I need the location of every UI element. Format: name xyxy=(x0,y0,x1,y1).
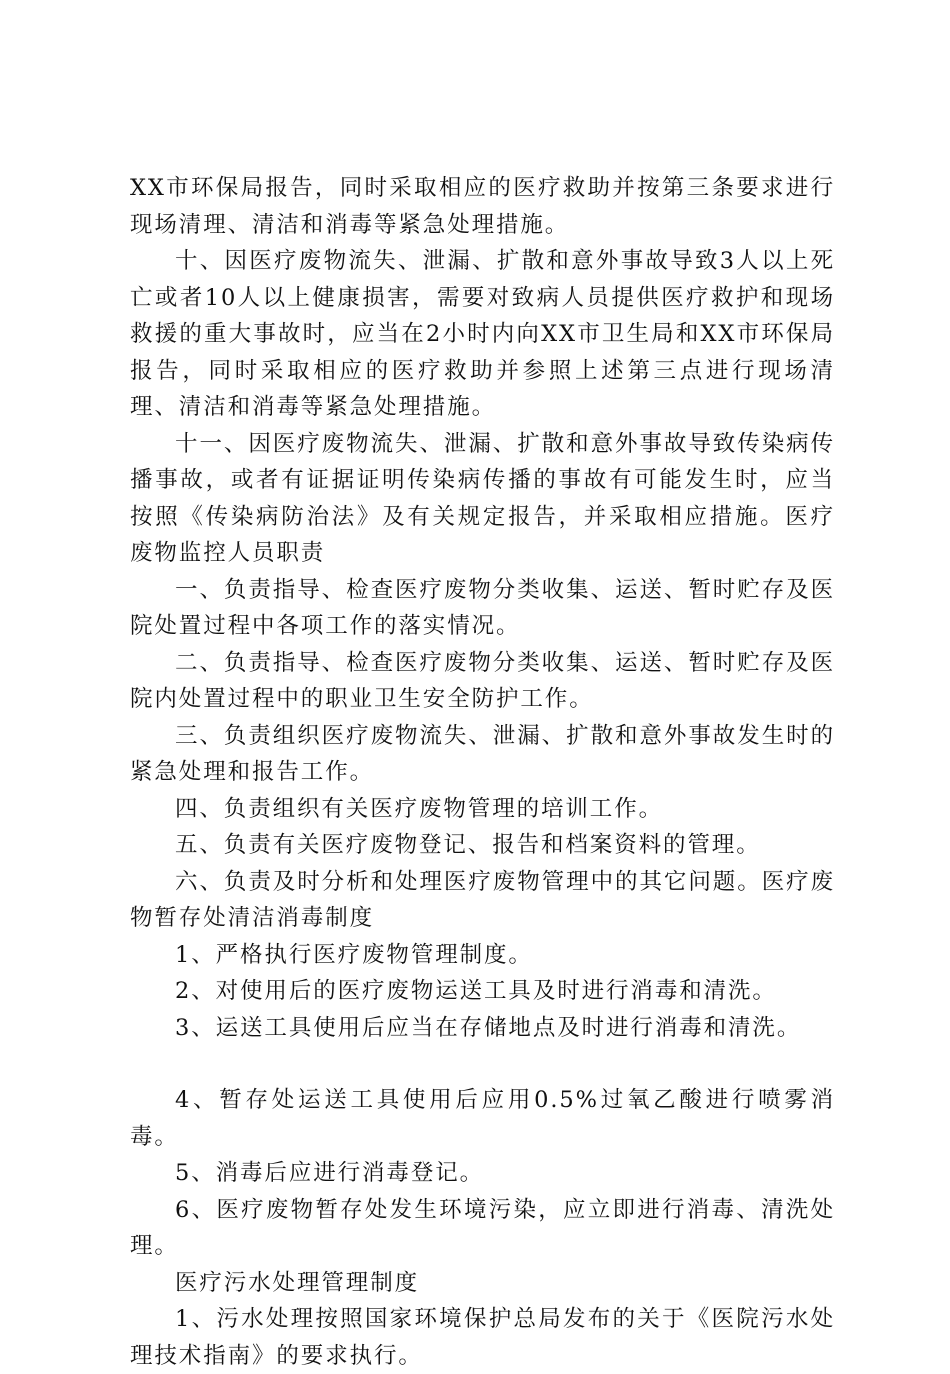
blank-line xyxy=(130,1046,835,1082)
paragraph-7: 五、负责有关医疗废物登记、报告和档案资料的管理。 xyxy=(175,832,761,858)
paragraph-3: 一、负责指导、检查医疗废物分类收集、运送、暂时贮存及医院处置过程中各项工作的落实情况。 xyxy=(130,576,835,639)
paragraph-17: 1、污水处理按照国家环境保护总局发布的关于《医院污水处理技术指南》的要求执行。 xyxy=(130,1306,835,1369)
paragraph-9: 1、严格执行医疗废物管理制度。 xyxy=(175,941,533,968)
paragraph-8: 六、负责及时分析和处理医疗废物管理中的其它问题。医疗废物暂存处清洁消毒制度 xyxy=(130,868,835,931)
paragraph-5: 三、负责组织医疗废物流失、泄漏、扩散和意外事故发生时的紧急处理和报告工作。 xyxy=(130,722,835,785)
document-body xyxy=(130,170,835,1374)
paragraph-6: 四、负责组织有关医疗废物管理的培训工作。 xyxy=(175,795,664,822)
paragraph-1: 十、因医疗废物流失、泄漏、扩散和意外事故导致3人以上死亡或者10人以上健康损害，需要对致病人员提供医疗救护和现场救援的重大事故时，应当在2小时内向XX市卫生局和XX市环保局报告，同时采取相应的医疗救助并参照上述第三点进行现场清理、清洁和消毒等紧急处理措施。 xyxy=(130,248,835,420)
paragraph-10: 2、对使用后的医疗废物运送工具及时进行消毒和清洗。 xyxy=(175,978,777,1004)
paragraph-15: 6、医疗废物暂存处发生环境污染，应立即进行消毒、清洗处理。 xyxy=(130,1196,835,1259)
paragraph-13: 4、暂存处运送工具使用后应用0.5%过氧乙酸进行喷雾消毒。 xyxy=(130,1087,835,1150)
paragraph-11: 3、运送工具使用后应当在存储地点及时进行消毒和清洗。 xyxy=(175,1014,802,1041)
section-heading-sewage: 医疗污水处理管理制度 xyxy=(175,1269,420,1296)
paragraph-14: 5、消毒后应进行消毒登记。 xyxy=(175,1160,485,1186)
paragraph-4: 二、负责指导、检查医疗废物分类收集、运送、暂时贮存及医院内处置过程中的职业卫生安全防护工作。 xyxy=(130,649,835,712)
paragraph-0: XX市环保局报告，同时采取相应的医疗救助并按第三条要求进行现场清理、清洁和消毒等紧急处理措施。 xyxy=(130,175,835,238)
paragraph-2: 十一、因医疗废物流失、泄漏、扩散和意外事故导致传染病传播事故，或者有证据证明传染病传播的事故有可能发生时，应当按照《传染病防治法》及有关规定报告，并采取相应措施。医疗废物监控人员职责 xyxy=(130,430,835,566)
